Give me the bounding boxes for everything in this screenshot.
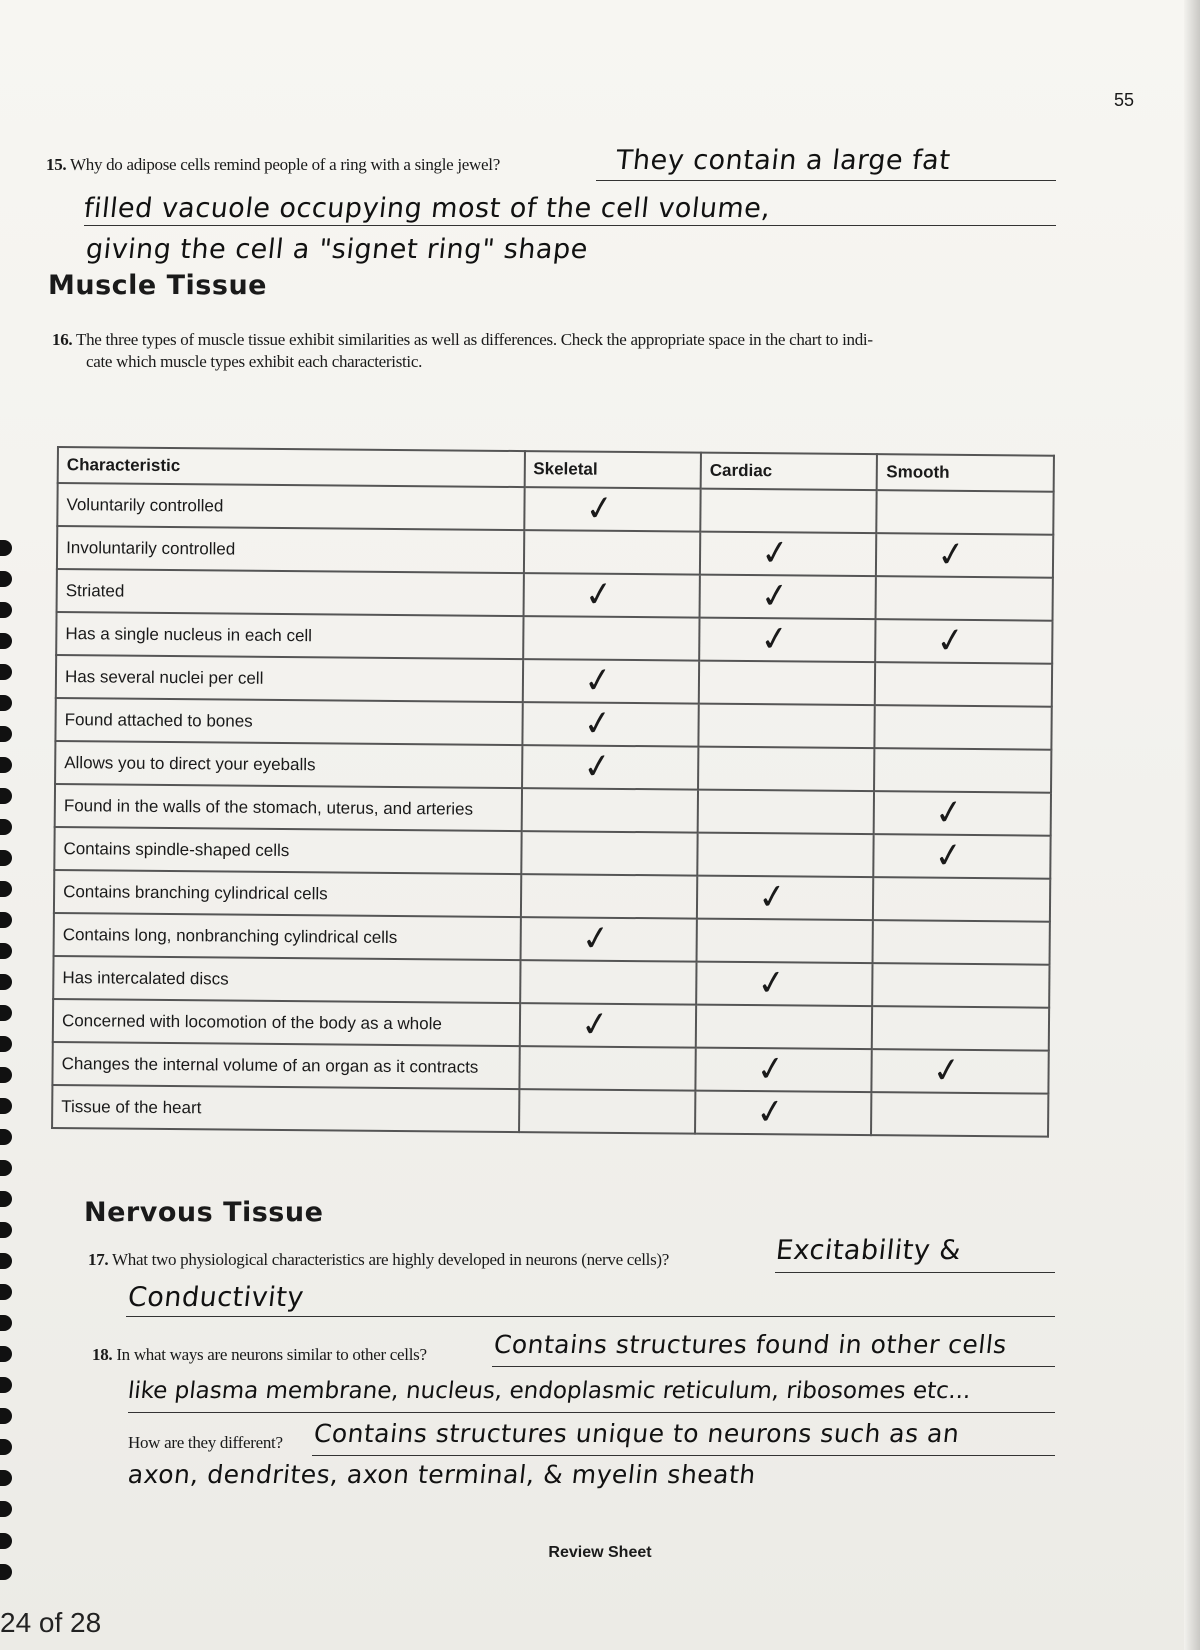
check-mark-icon: ✓: [582, 487, 616, 531]
spiral-loop: [0, 1408, 12, 1424]
spiral-loop: [0, 1098, 12, 1114]
handwritten-answer: They contain a large fat: [614, 145, 952, 176]
check-mark-icon: ✓: [932, 834, 966, 878]
spiral-loop: [0, 943, 12, 959]
spiral-loop: [0, 1470, 12, 1486]
answer-line: [126, 1316, 1055, 1317]
spiral-loop: [0, 571, 12, 587]
spiral-loop: [0, 1253, 12, 1269]
check-mark-icon: ✓: [753, 1090, 788, 1134]
cardiac-cell: [700, 489, 877, 534]
cardiac-cell: [698, 747, 875, 792]
characteristic-cell: Tissue of the heart: [52, 1085, 519, 1132]
check-mark-icon: ✓: [580, 702, 615, 746]
page-counter: 24 of 28: [0, 1607, 102, 1638]
spiral-loop: [0, 974, 12, 990]
spiral-loop: [0, 540, 12, 556]
answer-line: [775, 1272, 1055, 1273]
smooth-cell: [873, 877, 1050, 922]
check-mark-icon: ✓: [754, 1047, 788, 1091]
handwritten-answer: Conductivity: [126, 1282, 306, 1313]
characteristic-cell: Found in the walls of the stomach, uterus, and arteries: [55, 784, 522, 831]
characteristic-cell: Contains spindle-shaped cells: [54, 827, 521, 874]
cardiac-cell: [697, 833, 874, 878]
spiral-loop: [0, 757, 12, 773]
spiral-loop: [0, 1222, 12, 1238]
smooth-cell: [872, 1049, 1049, 1094]
spiral-loop: [0, 1129, 12, 1145]
answer-line: [492, 1366, 1055, 1367]
spiral-loop: [0, 1501, 12, 1517]
smooth-cell: [875, 705, 1052, 750]
spiral-loop: [0, 1191, 12, 1207]
smooth-cell: [876, 576, 1053, 621]
spiral-loop: [0, 1067, 12, 1083]
cardiac-cell: [696, 1005, 873, 1050]
smooth-cell: [873, 920, 1050, 965]
spiral-loop: [0, 819, 12, 835]
check-mark-icon: ✓: [758, 574, 792, 618]
cardiac-cell: [696, 962, 873, 1007]
question-18-part-2: How are they different?: [128, 1433, 283, 1452]
handwritten-answer: like plasma membrane, nucleus, endoplasmic reticulum, ribosomes etc...: [126, 1378, 973, 1404]
answer-line: [128, 1412, 1055, 1413]
smooth-cell: [874, 834, 1051, 879]
check-mark-icon: ✓: [930, 1049, 965, 1093]
skeletal-cell: [522, 745, 699, 790]
smooth-cell: [873, 963, 1050, 1008]
cardiac-cell: [699, 661, 876, 706]
characteristic-cell: Has several nuclei per cell: [56, 655, 523, 702]
skeletal-cell: [519, 1003, 696, 1048]
handwritten-answer: giving the cell a "signet ring" shape: [84, 234, 590, 265]
skeletal-cell: [520, 917, 697, 962]
smooth-cell: [874, 791, 1051, 836]
spiral-loop: [0, 695, 12, 711]
skeletal-cell: [522, 659, 699, 704]
question-15: [46, 155, 500, 175]
handwritten-answer: filled vacuole occupying most of the cell volume,: [82, 193, 773, 224]
characteristic-cell: Voluntarily controlled: [57, 483, 524, 530]
skeletal-cell: [520, 874, 697, 919]
header-smooth: Smooth: [877, 454, 1054, 492]
check-mark-icon: ✓: [577, 1003, 612, 1047]
skeletal-cell: [523, 530, 700, 575]
skeletal-cell: [523, 573, 700, 618]
page-edge: [1184, 0, 1200, 1650]
characteristic-cell: Involuntarily controlled: [57, 526, 524, 573]
header-cardiac: Cardiac: [701, 453, 878, 491]
table-row: [52, 1085, 1048, 1137]
spiral-loop: [0, 1346, 12, 1362]
characteristic-cell: Striated: [57, 569, 524, 616]
check-mark-icon: ✓: [578, 917, 613, 961]
cardiac-cell: [699, 618, 876, 663]
question-text: In what ways are neurons similar to other cells?: [116, 1345, 427, 1364]
section-heading-muscle: Muscle Tissue: [48, 270, 267, 301]
characteristic-cell: Has intercalated discs: [53, 956, 520, 1003]
smooth-cell: [875, 662, 1052, 707]
spiral-loop: [0, 1036, 12, 1052]
question-text: What two physiological characteristics are highly developed in neurons (nerve cells)?: [112, 1250, 670, 1269]
cardiac-cell: [697, 919, 874, 964]
skeletal-cell: [521, 788, 698, 833]
characteristic-cell: Contains long, nonbranching cylindrical cells: [54, 913, 521, 960]
skeletal-cell: [519, 1046, 696, 1091]
question-17: [88, 1250, 669, 1270]
spiral-loop: [0, 788, 12, 804]
spiral-loop: [0, 1377, 12, 1393]
characteristic-cell: Contains branching cylindrical cells: [54, 870, 521, 917]
check-mark-icon: ✓: [758, 531, 793, 575]
smooth-cell: [872, 1092, 1049, 1137]
cardiac-cell: [698, 704, 875, 749]
answer-line: [312, 1455, 1055, 1456]
check-mark-icon: ✓: [932, 791, 967, 835]
spiral-loop: [0, 602, 12, 618]
smooth-cell: [872, 1006, 1049, 1051]
check-mark-icon: ✓: [935, 533, 969, 577]
handwritten-answer: Contains structures unique to neurons such as an: [312, 1419, 961, 1448]
question-number: 15.: [46, 155, 67, 174]
spiral-loop: [0, 1005, 12, 1021]
skeletal-cell: [520, 960, 697, 1005]
question-16-continued: cate which muscle types exhibit each characteristic.: [86, 352, 423, 371]
smooth-cell: [876, 619, 1053, 664]
cardiac-cell: [700, 575, 877, 620]
header-skeletal: Skeletal: [524, 451, 701, 489]
smooth-cell: [875, 748, 1052, 793]
characteristic-cell: Found attached to bones: [55, 698, 522, 745]
spiral-loop: [0, 664, 12, 680]
characteristic-cell: Allows you to direct your eyeballs: [55, 741, 522, 788]
question-number: 17.: [88, 1250, 109, 1269]
question-text: The three types of muscle tissue exhibit similarities as well as differences. Check the appropriate space in the chart to indi-: [76, 330, 873, 349]
spiral-loop: [0, 850, 12, 866]
handwritten-answer: axon, dendrites, axon terminal, & myelin sheath: [126, 1460, 758, 1489]
handwritten-answer: Contains structures found in other cells: [492, 1330, 1009, 1359]
answer-line: [84, 225, 1056, 226]
skeletal-cell: [523, 616, 700, 661]
skeletal-cell: [519, 1089, 696, 1134]
characteristic-cell: Changes the internal volume of an organ as it contracts: [52, 1042, 519, 1089]
characteristic-cell: Concerned with locomotion of the body as a whole: [53, 999, 520, 1046]
spiral-loop: [0, 1439, 12, 1455]
check-mark-icon: ✓: [580, 745, 614, 789]
spiral-loop: [0, 633, 12, 649]
question-16: [52, 330, 873, 350]
check-mark-icon: ✓: [754, 961, 789, 1005]
section-heading-nervous: Nervous Tissue: [84, 1197, 324, 1228]
cardiac-cell: [695, 1048, 872, 1093]
spiral-loop: [0, 912, 12, 928]
cardiac-cell: [698, 790, 875, 835]
check-mark-icon: ✓: [755, 875, 790, 919]
characteristic-cell: Has a single nucleus in each cell: [56, 612, 523, 659]
spiral-loop: [0, 1564, 12, 1580]
check-mark-icon: ✓: [581, 573, 616, 617]
handwritten-answer: Excitability &: [774, 1235, 963, 1266]
smooth-cell: [876, 533, 1053, 578]
answer-line: [596, 180, 1056, 181]
skeletal-cell: [521, 831, 698, 876]
spiral-loop: [0, 881, 12, 897]
skeletal-cell: [524, 487, 701, 532]
page-number: 55: [1113, 90, 1134, 110]
muscle-characteristics-table: [51, 446, 1055, 1138]
question-18: [92, 1345, 427, 1365]
check-mark-icon: ✓: [757, 617, 792, 661]
check-mark-icon: ✓: [580, 659, 615, 703]
spiral-loop: [0, 726, 12, 742]
cardiac-cell: [695, 1091, 872, 1136]
check-mark-icon: ✓: [934, 619, 968, 663]
question-number: 16.: [52, 330, 73, 349]
spiral-loop: [0, 1284, 12, 1300]
spiral-binding: [0, 540, 14, 1580]
cardiac-cell: [697, 876, 874, 921]
header-characteristic: Characteristic: [58, 447, 525, 487]
skeletal-cell: [522, 702, 699, 747]
question-text: Why do adipose cells remind people of a ring with a single jewel?: [70, 155, 500, 174]
smooth-cell: [877, 490, 1054, 535]
cardiac-cell: [700, 532, 877, 577]
question-number: 18.: [92, 1345, 113, 1364]
spiral-loop: [0, 1160, 12, 1176]
spiral-loop: [0, 1315, 12, 1331]
footer-review-sheet: Review Sheet: [548, 1544, 652, 1561]
